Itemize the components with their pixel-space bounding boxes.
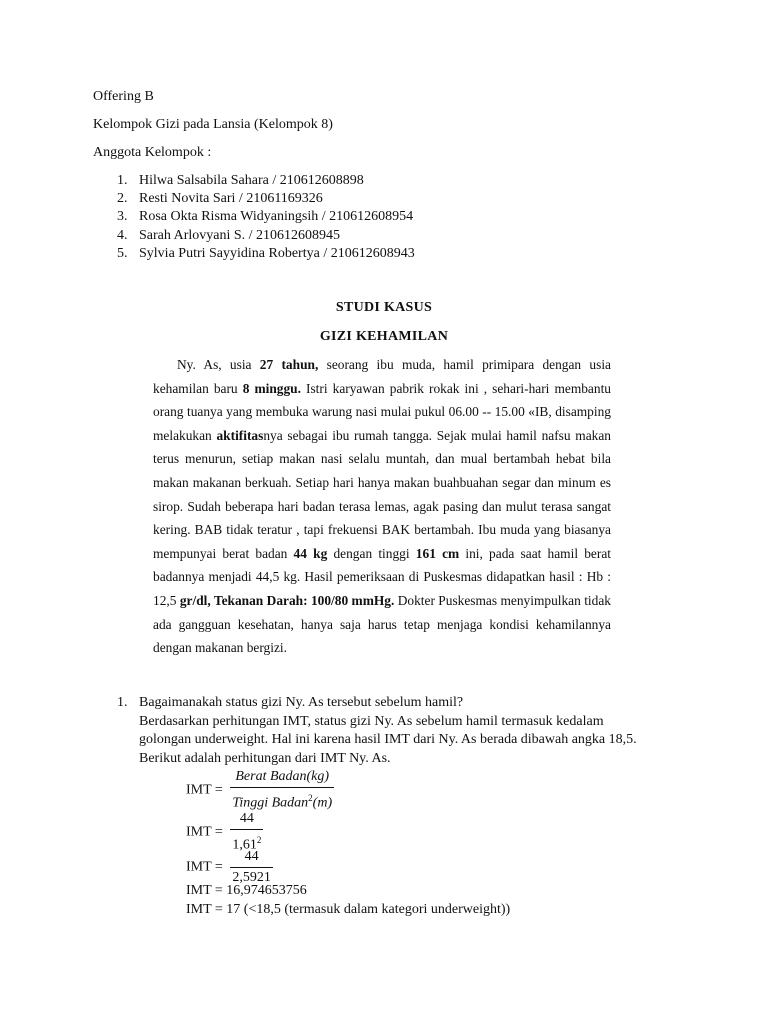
members-label: Anggota Kelompok :: [93, 145, 212, 160]
member-list: [117, 172, 415, 263]
case-study-paragraph: Ny. As, usia 27 tahun, seorang ibu muda, hamil primipara dengan usia kehamilan baru 8 minggu. Istri karyawan pabrik rokak ini , sehari-hari membantu orang tuanya yang membuka warung nasi mulai pukul 06.00 -- 15.00 «IB, disamping melakukan aktifitasnya sebagai ibu rumah tangga. Sejak mulai hamil nafsu makan terus menurun, setiap makan nasi selalu muntah, dan mual bertambah hebat bila makan makanan berkuah. Setiap hari hanya makan buahbuahan segar dan minum es sirop. Sudah beberapa hari badan terasa lemas, agak pasing dan mulut terasa sangat kering. BAB tidak teratur , tapi frekuensi BAK bertambah. Ibu muda yang biasanya mempunyai berat badan 44 kg dengan tinggi 161 cm ini, pada saat hamil berat badannya menjadi 44,5 kg. Hasil pemeriksaan di Puskesmas didapatkan hasil : Hb : 12,5 gr/dl, Tekanan Darah: 100/80 mmHg. Dokter Puskesmas menyimpulkan tidak ada gangguan kesehatan, hanya saja harus tetap menjaga kondisi kehamilannya dengan makanan bergizi.: [153, 357, 611, 656]
list-item: 1. Hilwa Salsabila Sahara / 210612608898: [117, 173, 364, 188]
imt-result-raw: IMT = 16,974653756: [186, 883, 307, 898]
question-text: Bagaimanakah status gizi Ny. As tersebut sebelum hamil?: [139, 695, 464, 710]
section-title: STUDI KASUS: [335, 300, 433, 315]
question-item: 1. Bagaimanakah status gizi Ny. As tersebut sebelum hamil? Berdasarkan perhitungan IMT, status gizi Ny. As sebelum hamil termasuk kedalam golongan underweight. Hal ini karena hasil IMT dari Ny. As berada dibawah angka 18,5. Berikut adalah perhitungan dari IMT Ny. As.: [117, 694, 639, 769]
imt-step-1: IMT = $\frac{44}{1,61^2}$: [186, 811, 262, 853]
imt-step-2: IMT = $\frac{44}{2,5921}$: [186, 849, 271, 885]
formula-fraction: $\frac{\text{Berat Badan(kg)}}{Tinggi Badan^2(m)}$: [232, 769, 333, 811]
offering-line: Offering B: [93, 89, 154, 104]
formula-fraction: $\frac{44}{2,5921}$: [232, 849, 271, 885]
section-subtitle: GIZI KEHAMILAN: [319, 329, 449, 344]
group-title: Kelompok Gizi pada Lansia (Kelompok 8): [93, 117, 333, 132]
list-item: 5. Sylvia Putri Sayyidina Robertya / 210612608943: [117, 245, 415, 261]
answer-text: Berdasarkan perhitungan IMT, status gizi Ny. As sebelum hamil termasuk kedalam golongan underweight. Hal ini karena hasil IMT dari Ny. As berada dibawah angka 18,5. Berikut adalah perhitungan dari IMT Ny. As.: [139, 713, 637, 767]
list-item: 3. Rosa Okta Risma Widyaningsih / 210612608954: [117, 209, 414, 225]
formula-fraction: $\frac{44}{1,61^2}$: [232, 811, 262, 853]
list-item: 4. Sarah Arlovyani S. / 210612608945: [117, 227, 341, 243]
list-item: 2. Resti Novita Sari / 21061169326: [117, 191, 323, 207]
imt-formula: IMT = $\frac{\text{Berat Badan(kg)}}{Tinggi Badan^2(m)}$: [186, 769, 333, 811]
imt-result-rounded: IMT = 17 (<18,5 (termasuk dalam kategori underweight)): [186, 902, 511, 917]
